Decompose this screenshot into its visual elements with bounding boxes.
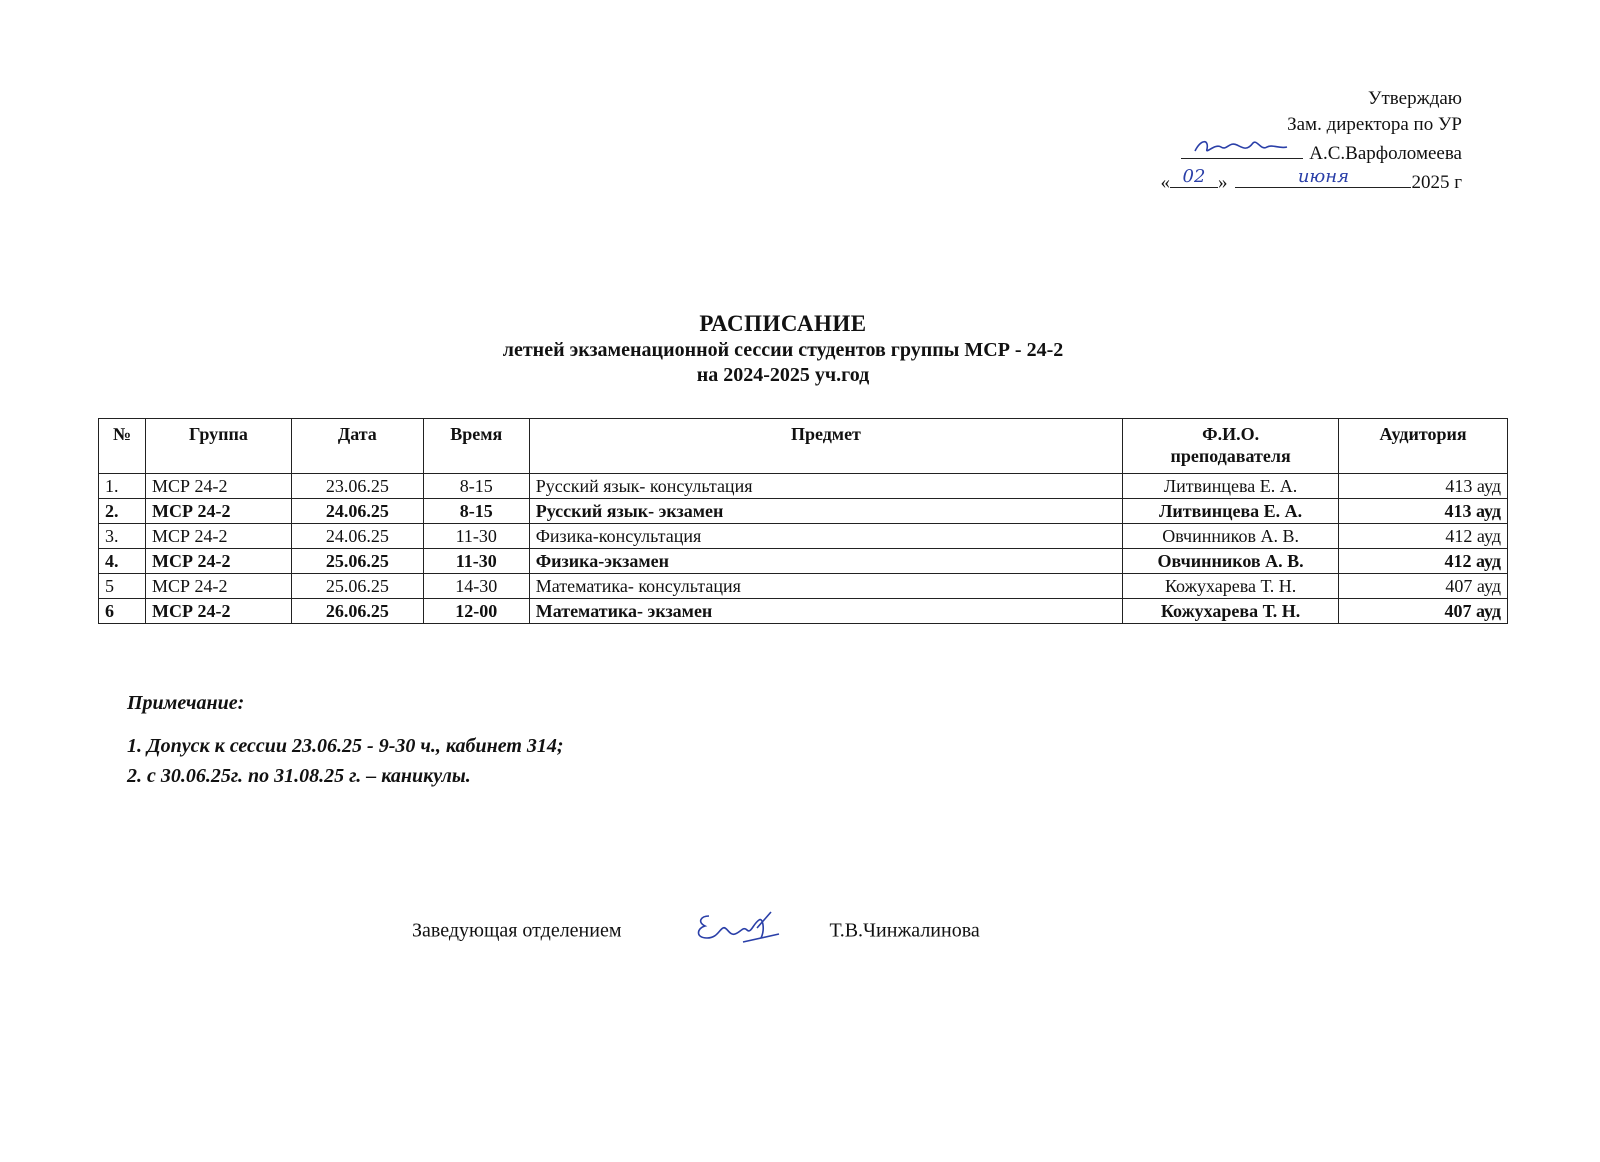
cell-number: 1.: [99, 474, 146, 499]
approval-title: Утверждаю: [1368, 88, 1462, 109]
cell-teacher: Литвинцева Е. А.: [1123, 474, 1339, 499]
table-row: [99, 574, 1508, 599]
document-title-block: [0, 310, 1566, 388]
footer-name: Т.В.Чинжалинова: [829, 919, 980, 942]
quote-close: »: [1217, 172, 1228, 193]
signature-icon: [1191, 135, 1291, 157]
cell-time: 12-00: [423, 599, 529, 624]
cell-room: 412 ауд: [1339, 524, 1508, 549]
cell-room: 407 ауд: [1339, 574, 1508, 599]
cell-group: МСР 24-2: [145, 574, 291, 599]
cell-time: 8-15: [423, 474, 529, 499]
cell-group: МСР 24-2: [145, 599, 291, 624]
cell-number: 3.: [99, 524, 146, 549]
cell-teacher: Литвинцева Е. А.: [1123, 499, 1339, 524]
cell-group: МСР 24-2: [145, 474, 291, 499]
signature-icon: [687, 908, 807, 948]
table-header-row: [99, 419, 1508, 474]
approval-month: июня: [1297, 166, 1350, 187]
cell-teacher: Кожухарева Т. Н.: [1123, 599, 1339, 624]
cell-time: 11-30: [423, 549, 529, 574]
cell-subject: Математика- консультация: [529, 574, 1122, 599]
cell-subject: Русский язык- экзамен: [529, 499, 1122, 524]
note-item: 2. с 30.06.25г. по 31.08.25 г. – каникулы.: [147, 761, 564, 791]
cell-subject: Физика-экзамен: [529, 549, 1122, 574]
cell-number: 2.: [99, 499, 146, 524]
header-time: Время: [423, 419, 529, 474]
header-teacher: Ф.И.О. преподавателя: [1123, 419, 1339, 474]
header-date: Дата: [291, 419, 423, 474]
cell-group: МСР 24-2: [145, 549, 291, 574]
cell-time: 14-30: [423, 574, 529, 599]
cell-group: МСР 24-2: [145, 524, 291, 549]
cell-time: 8-15: [423, 499, 529, 524]
note-item: 1. Допуск к сессии 23.06.25 - 9-30 ч., кабинет 314;: [147, 731, 564, 761]
notes-block: [127, 692, 564, 791]
footer-signature-block: [412, 912, 980, 952]
header-room: Аудитория: [1339, 419, 1508, 474]
table-row: [99, 524, 1508, 549]
table-row: [99, 499, 1508, 524]
header-group: Группа: [145, 419, 291, 474]
cell-date: 25.06.25: [291, 574, 423, 599]
approver-position: Зам. директора по УР: [1287, 114, 1462, 135]
notes-heading: Примечание:: [127, 692, 245, 714]
cell-date: 24.06.25: [291, 499, 423, 524]
cell-date: 26.06.25: [291, 599, 423, 624]
approval-month-field: [1235, 167, 1411, 188]
cell-teacher: Кожухарева Т. Н.: [1123, 574, 1339, 599]
cell-room: 412 ауд: [1339, 549, 1508, 574]
table-row: [99, 549, 1508, 574]
approver-signature-field: [1181, 138, 1303, 159]
table-row: [99, 599, 1508, 624]
cell-subject: Математика- экзамен: [529, 599, 1122, 624]
cell-teacher: Овчинников А. В.: [1123, 549, 1339, 574]
approval-year: 2025 г: [1411, 172, 1462, 193]
cell-date: 23.06.25: [291, 474, 423, 499]
cell-number: 6: [99, 599, 146, 624]
cell-number: 5: [99, 574, 146, 599]
header-number: №: [99, 419, 146, 474]
cell-number: 4.: [99, 549, 146, 574]
cell-subject: Русский язык- консультация: [529, 474, 1122, 499]
approval-day: 02: [1182, 166, 1206, 187]
footer-position: Заведующая отделением: [412, 919, 622, 942]
table-row: [99, 474, 1508, 499]
cell-room: 413 ауд: [1339, 474, 1508, 499]
cell-subject: Физика-консультация: [529, 524, 1122, 549]
approval-date: [1160, 167, 1462, 196]
approval-day-field: [1170, 167, 1218, 188]
approver-name: А.С.Варфоломеева: [1309, 143, 1462, 164]
approver-signature-line: [1160, 138, 1462, 167]
quote-open: «: [1160, 172, 1170, 193]
cell-teacher: Овчинников А. В.: [1123, 524, 1339, 549]
header-subject: Предмет: [529, 419, 1122, 474]
schedule-table: [98, 418, 1508, 624]
cell-date: 24.06.25: [291, 524, 423, 549]
approval-block: [1160, 86, 1462, 196]
cell-room: 407 ауд: [1339, 599, 1508, 624]
cell-group: МСР 24-2: [145, 499, 291, 524]
cell-room: 413 ауд: [1339, 499, 1508, 524]
notes-list: [127, 731, 564, 791]
document-title: РАСПИСАНИЕ: [699, 311, 867, 336]
document-subtitle: летней экзаменационной сессии студентов группы МСР - 24-2: [502, 339, 1064, 361]
cell-date: 25.06.25: [291, 549, 423, 574]
cell-time: 11-30: [423, 524, 529, 549]
academic-year: на 2024-2025 уч.год: [696, 364, 870, 386]
